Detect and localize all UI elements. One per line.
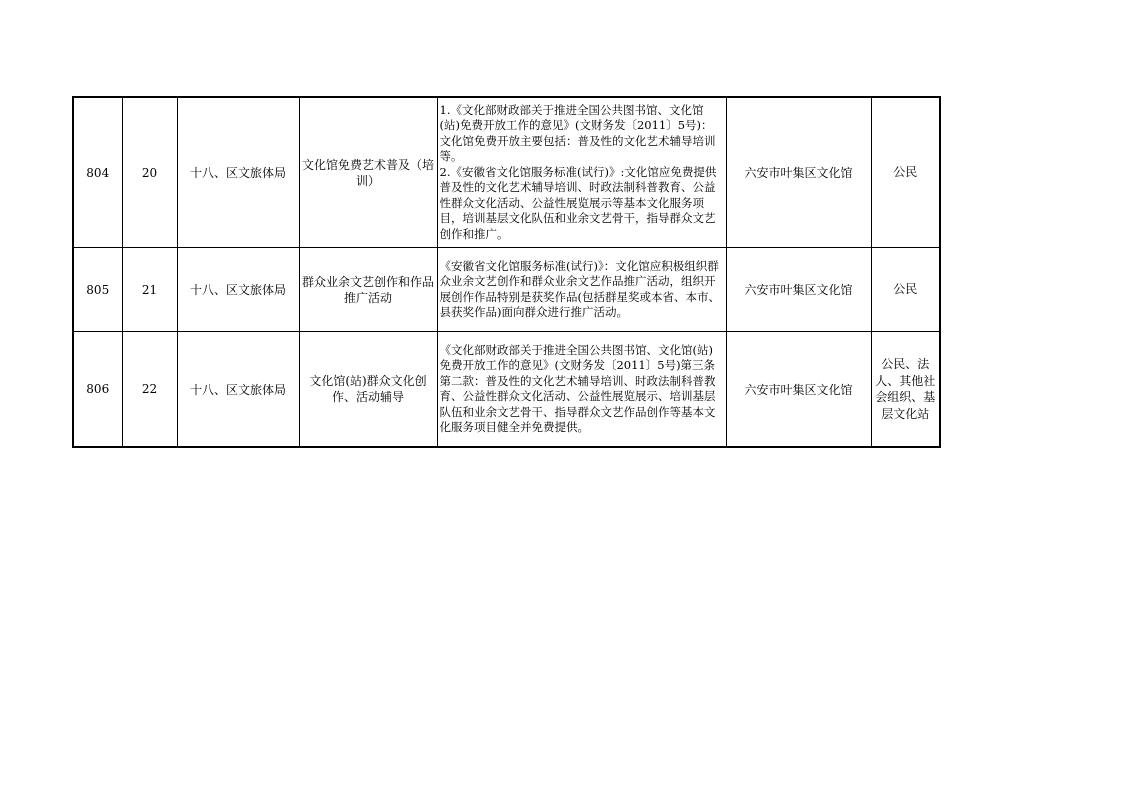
cell-provider: 六安市叶集区文化馆 bbox=[726, 332, 871, 448]
cell-department: 十八、区文旅体局 bbox=[177, 332, 299, 448]
cell-basis: 1.《文化部财政部关于推进全国公共图书馆、文化馆(站)免费开放工作的意见》(文财务发〔2011〕5号)：文化馆免费开放主要包括：普及性的文化艺术辅导培训等。 2.《安徽省文化馆服务标准(试行)》:文化馆应免费提供普及性的文化艺术辅导培训、时政法制科普教育、公益性群众文化活动、公益性展览展示等基本文化服务项目，培训基层文化队伍和业余文艺骨干，指导群众文艺创作和推广。 bbox=[437, 97, 726, 248]
cell-provider: 六安市叶集区文化馆 bbox=[726, 248, 871, 332]
cell-item-name: 文化馆(站)群众文化创作、活动辅导 bbox=[299, 332, 437, 448]
service-table bbox=[72, 96, 941, 448]
cell-target: 公民 bbox=[871, 97, 940, 248]
cell-basis: 《文化部财政部关于推进全国公共图书馆、文化馆(站)免费开放工作的意见》(文财务发〔2011〕5号)第三条第二款：普及性的文化艺术辅导培训、时政法制科普教育、公益性群众文化活动、公益性展览展示、培训基层队伍和业余文艺骨干、指导群众文艺作品创作等基本文化服务项目健全并免费提供。 bbox=[437, 332, 726, 448]
cell-no: 805 bbox=[73, 248, 122, 332]
cell-provider: 六安市叶集区文化馆 bbox=[726, 97, 871, 248]
table-row bbox=[73, 332, 940, 448]
cell-sub-no: 21 bbox=[122, 248, 177, 332]
cell-target: 公民、法人、其他社会组织、基层文化站 bbox=[871, 332, 940, 448]
cell-item-name: 群众业余文艺创作和作品推广活动 bbox=[299, 248, 437, 332]
cell-item-name: 文化馆免费艺术普及（培训） bbox=[299, 97, 437, 248]
cell-department: 十八、区文旅体局 bbox=[177, 248, 299, 332]
cell-sub-no: 20 bbox=[122, 97, 177, 248]
cell-no: 806 bbox=[73, 332, 122, 448]
table-row bbox=[73, 97, 940, 248]
cell-sub-no: 22 bbox=[122, 332, 177, 448]
cell-basis: 《安徽省文化馆服务标准(试行)》：文化馆应积极组织群众业余文艺创作和群众业余文艺作品推广活动，组织开展创作作品特别是获奖作品(包括群星奖或本省、本市、县获奖作品)面向群众进行推广活动。 bbox=[437, 248, 726, 332]
cell-target: 公民 bbox=[871, 248, 940, 332]
cell-no: 804 bbox=[73, 97, 122, 248]
cell-department: 十八、区文旅体局 bbox=[177, 97, 299, 248]
table-row bbox=[73, 248, 940, 332]
